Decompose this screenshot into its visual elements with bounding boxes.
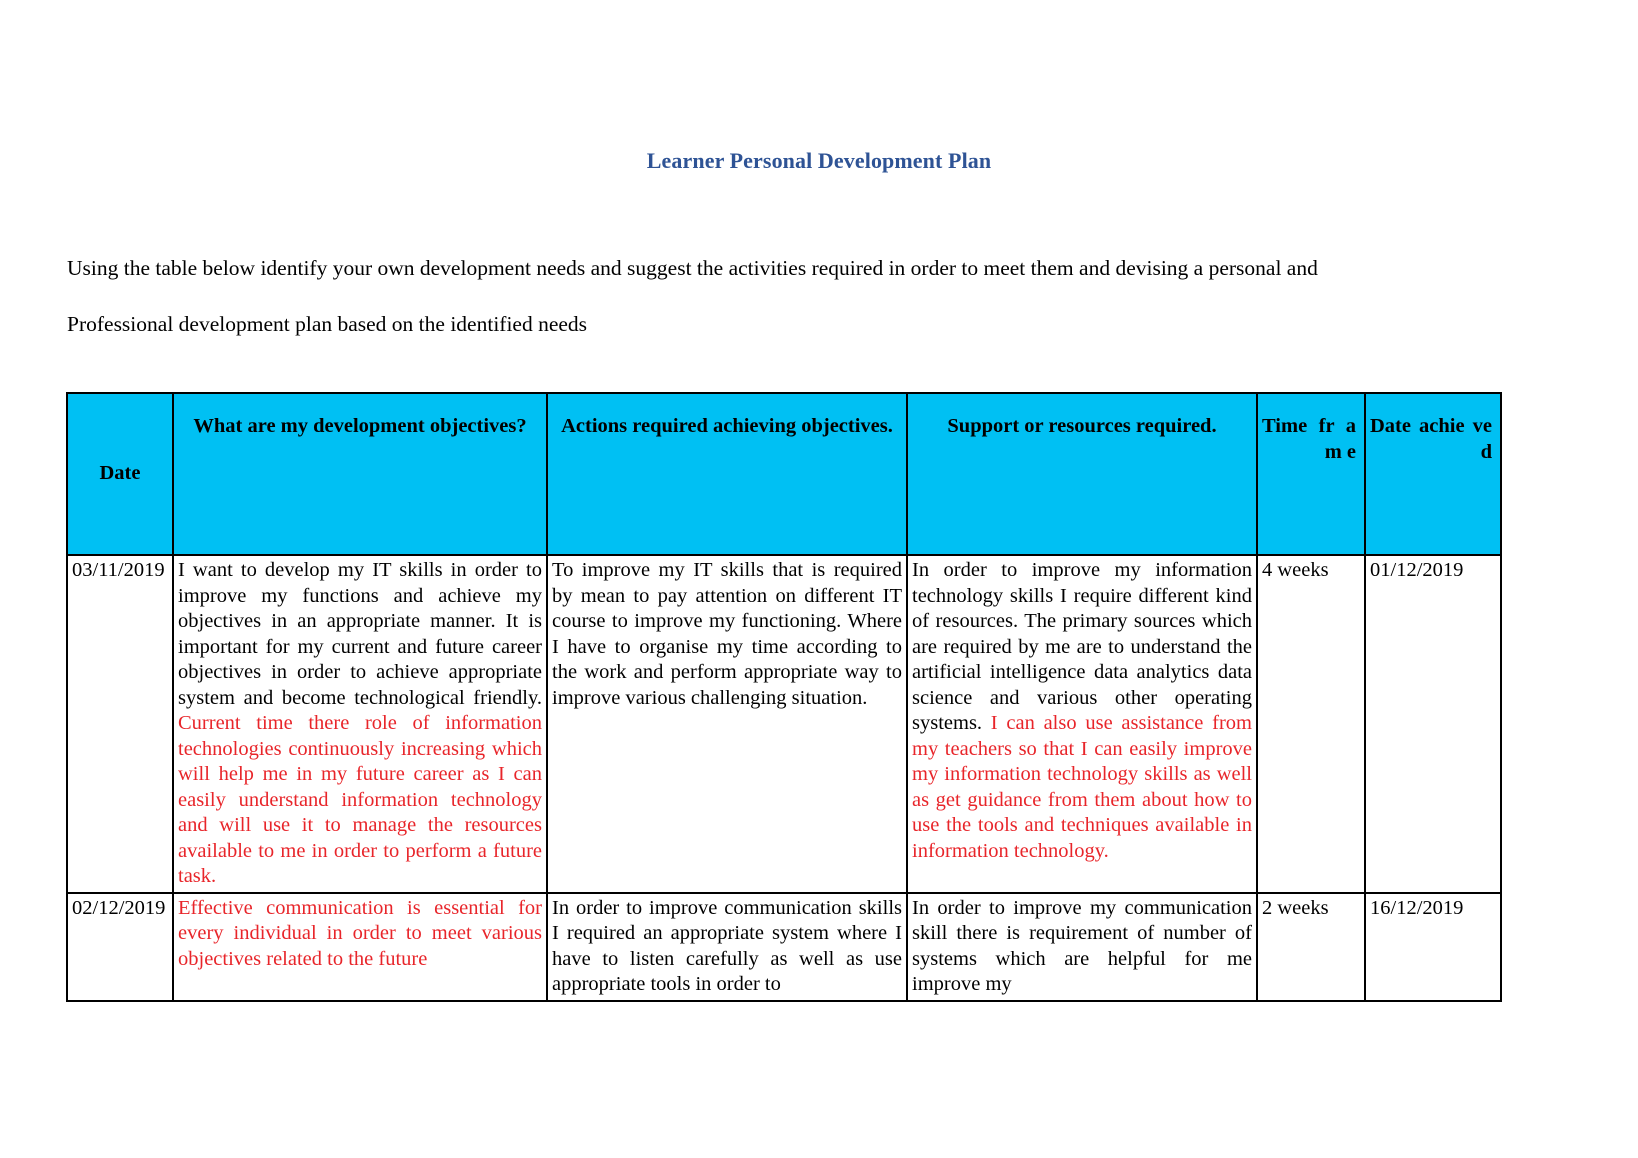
cell-date: 02/12/2019: [67, 893, 173, 1001]
cell-support: [907, 555, 1257, 893]
objectives-text-red: Current time there role of information technologies continuously increasing which will help me in my future career as I can easily understand information technology and will use it to manage the resources available to me in order to perform a future task.: [178, 712, 542, 888]
cell-objectives: [173, 893, 547, 1001]
support-text-black: In order to improve my information technology skills I require different kind of resources. The primary sources which are required by me are to understand the artificial intelligence data analytics data science and various other operating systems.: [912, 559, 1252, 735]
support-text-black: In order to improve my communication skill there is requirement of number of systems which are helpful for me improve my: [912, 896, 1252, 996]
cell-actions: [547, 893, 907, 1001]
objectives-text-red: Effective communication is essential for every individual in order to meet various objectives related to the future: [178, 896, 542, 970]
column-header-objectives: What are my development objectives?: [173, 393, 547, 555]
table-row: [67, 893, 1501, 1001]
development-plan-table: [66, 392, 1502, 1002]
support-text-red: I can also use assistance from my teachers so that I can easily improve my information technology skills as well as get guidance from them about how to use the tools and techniques available in information technology.: [912, 712, 1252, 862]
table-header-row: [67, 393, 1501, 555]
column-header-timeframe: Time fr a m e: [1257, 393, 1365, 555]
intro-paragraph-2: Professional development plan based on the identified needs: [67, 312, 588, 337]
cell-timeframe: 2 weeks: [1257, 893, 1365, 1001]
cell-timeframe: 4 weeks: [1257, 555, 1365, 893]
cell-objectives: [173, 555, 547, 893]
cell-support: [907, 893, 1257, 1001]
actions-text-black: To improve my IT skills that is required by mean to pay attention on different IT course to improve my functioning. Where I have to organise my time according to the work and perform appropriate way to improve various challenging situation.: [552, 559, 902, 709]
cell-date-achieved: 16/12/2019: [1365, 893, 1501, 1001]
column-header-support: Support or resources required.: [907, 393, 1257, 555]
objectives-text-black: I want to develop my IT skills in order to improve my functions and achieve my objectives in an appropriate manner. It is important for my current and future career objectives in order to achieve appropriate system and become technological friendly.: [178, 559, 542, 709]
intro-paragraph-1: Using the table below identify your own development needs and suggest the activities required in order to meet them and devising a personal and: [67, 256, 1318, 280]
development-plan-table-wrapper: [0, 339, 1638, 1002]
actions-text-black: In order to improve communication skills I required an appropriate system where I have to listen carefully as well as use appropriate tools in order to: [552, 896, 902, 996]
column-header-actions: Actions required achieving objectives.: [547, 393, 907, 555]
cell-actions: [547, 555, 907, 893]
cell-date: 03/11/2019: [67, 555, 173, 893]
page-title: Learner Personal Development Plan: [646, 148, 992, 173]
cell-date-achieved: 01/12/2019: [1365, 555, 1501, 893]
column-header-date: Date: [67, 393, 173, 555]
table-row: [67, 555, 1501, 893]
column-header-date-achieved: Date achie ved: [1365, 393, 1501, 555]
